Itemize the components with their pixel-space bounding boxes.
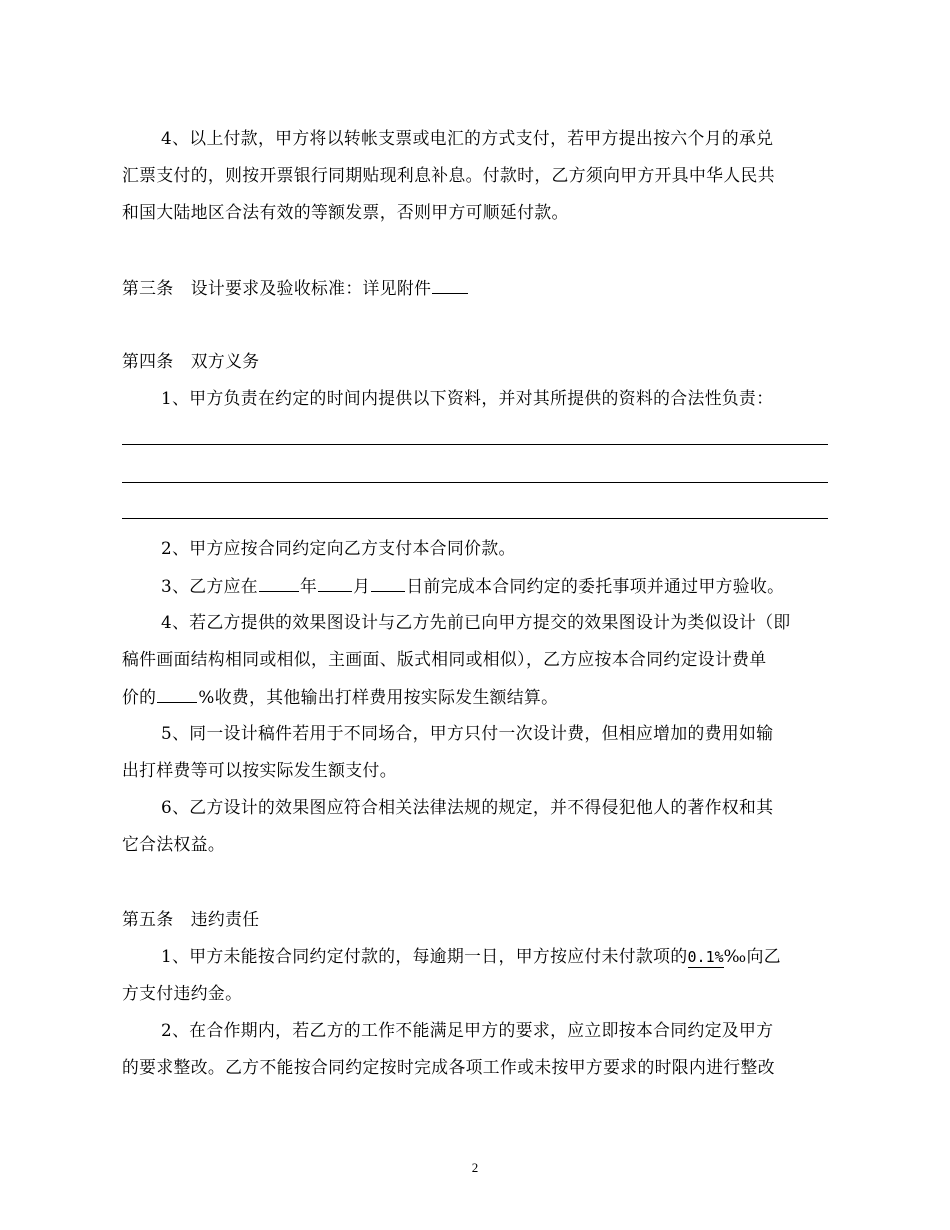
percent-blank[interactable] — [157, 684, 197, 703]
article-4-item-4-line-3 — [122, 684, 558, 709]
payment-clause-4-line-1: 4、以上付款，甲方将以转帐支票或电汇的方式支付，若甲方提出按六个月的承兑 — [161, 128, 774, 148]
fill-in-line-3[interactable] — [122, 518, 828, 519]
article-4-heading: 第四条 双方义务 — [122, 351, 260, 371]
month-blank[interactable] — [318, 573, 352, 592]
article-5-item-2-line-1: 2、在合作期内，若乙方的工作不能满足甲方的要求，应立即按本合同约定及甲方 — [161, 1020, 774, 1040]
fill-in-line-2[interactable] — [122, 482, 828, 483]
payment-clause-4-line-2: 汇票支付的，则按开票银行同期贴现利息补息。付款时，乙方须向甲方开具中华人民共 — [122, 165, 775, 185]
article-4-item-6-line-2: 它合法权益。 — [122, 834, 226, 854]
day-blank[interactable] — [371, 573, 405, 592]
item-3-prefix: 3、乙方应在 — [161, 576, 258, 596]
attachment-blank[interactable] — [432, 275, 468, 294]
article-4-item-1: 1、甲方负责在约定的时间内提供以下资料，并对其所提供的资料的合法性负责： — [161, 388, 774, 408]
article-5-item-1-line-1 — [161, 944, 781, 969]
article-4-item-6-line-1: 6、乙方设计的效果图应符合相关法律法规的规定，并不得侵犯他人的著作权和其 — [161, 797, 774, 817]
article-4-item-3 — [161, 573, 784, 598]
item-3-year-label: 年 — [299, 576, 318, 596]
item-4-price-prefix: 价的 — [122, 687, 157, 707]
article-3-heading — [122, 275, 469, 300]
item-1-penalty-suffix: ‰向乙 — [723, 946, 781, 966]
article-3-title: 第三条 设计要求及验收标准：详见附件 — [122, 278, 432, 298]
page-number: 2 — [471, 1160, 479, 1175]
item-1-penalty-prefix: 1、甲方未能按合同约定付款的，每逾期一日，甲方按应付未付款项的 — [161, 946, 688, 966]
article-5-heading: 第五条 违约责任 — [122, 909, 260, 929]
year-blank[interactable] — [259, 573, 299, 592]
fill-in-line-1[interactable] — [122, 444, 828, 445]
article-4-item-5-line-1: 5、同一设计稿件若用于不同场合，甲方只付一次设计费，但相应增加的费用如输 — [161, 723, 774, 743]
article-4-item-4-line-1: 4、若乙方提供的效果图设计与乙方先前已向甲方提交的效果图设计为类似设计（即 — [161, 612, 791, 632]
article-4-item-5-line-2: 出打样费等可以按实际发生额支付。 — [122, 760, 397, 780]
item-3-suffix: 日前完成本合同约定的委托事项并通过甲方验收。 — [406, 576, 785, 596]
item-3-month-label: 月 — [353, 576, 371, 596]
article-5-item-1-line-2: 方支付违约金。 — [122, 983, 243, 1003]
article-5-item-2-line-2: 的要求整改。乙方不能按合同约定按时完成各项工作或未按甲方要求的时限内进行整改 — [122, 1057, 775, 1077]
payment-clause-4-line-3: 和国大陆地区合法有效的等额发票，否则甲方可顺延付款。 — [122, 202, 569, 222]
article-4-item-2: 2、甲方应按合同约定向乙方支付本合同价款。 — [161, 538, 516, 558]
article-4-item-4-line-2: 稿件画面结构相同或相似，主画面、版式相同或相似），乙方应按本合同约定设计费单 — [122, 649, 767, 669]
item-4-price-suffix: %收费，其他输出打样费用按实际发生额结算。 — [198, 687, 559, 707]
penalty-rate: 0.1% — [687, 948, 724, 966]
